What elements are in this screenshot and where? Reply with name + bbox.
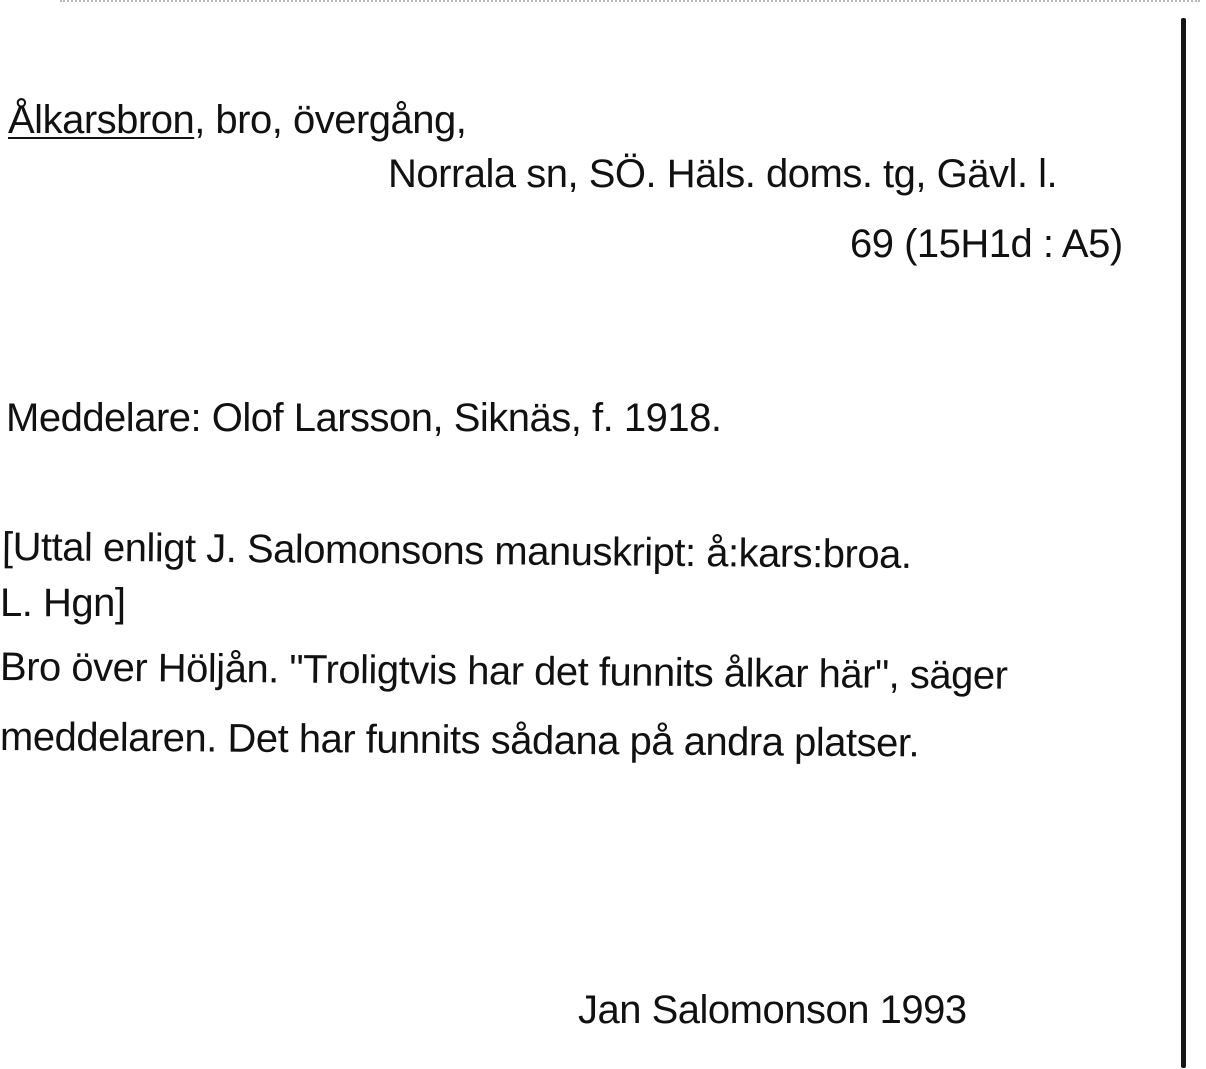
headword-line bbox=[8, 98, 466, 142]
card-top-edge bbox=[60, 0, 1200, 5]
map-reference: 69 (15H1d : A5) bbox=[850, 222, 1123, 266]
location-line: Norrala sn, SÖ. Häls. doms. tg, Gävl. l. bbox=[388, 152, 1058, 196]
card-right-edge-line bbox=[1181, 18, 1186, 1068]
headword-description: , bro, övergång, bbox=[194, 98, 467, 142]
headword: Ålkarsbron bbox=[8, 98, 195, 142]
pronunciation-line-1: [Uttal enligt J. Salomonsons manuskript: å:kars:broa. bbox=[1, 525, 912, 577]
note-line-2: meddelaren. Det har funnits sådana på andra platser. bbox=[0, 715, 920, 766]
note-line-1: Bro över Höljån. "Troligtvis har det funnits ålkar här", säger bbox=[0, 645, 1008, 698]
signature: Jan Salomonson 1993 bbox=[578, 988, 967, 1032]
informant-line: Meddelare: Olof Larsson, Siknäs, f. 1918. bbox=[6, 396, 722, 440]
pronunciation-line-2: L. Hgn] bbox=[0, 581, 126, 625]
